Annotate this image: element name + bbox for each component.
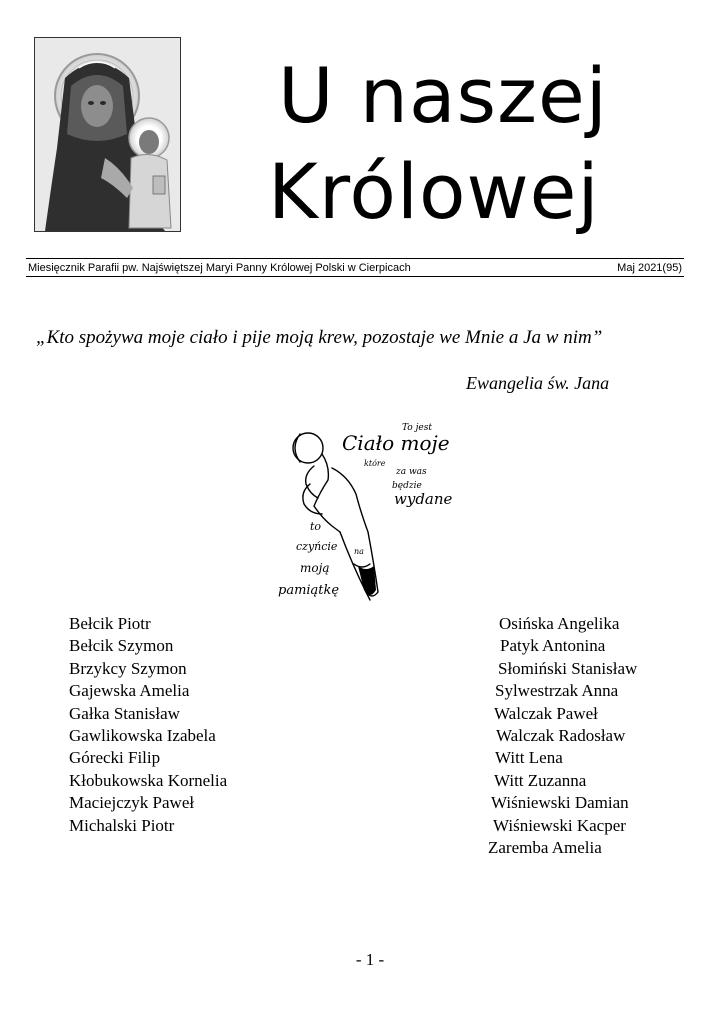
art-word: Ciało moje xyxy=(342,431,450,455)
hand-with-host-icon xyxy=(270,414,456,604)
list-item: Wiśniewski Kacper xyxy=(493,815,626,835)
names-list-right xyxy=(486,613,637,859)
art-word: które xyxy=(364,459,386,468)
masthead-title-line1: U naszej xyxy=(278,51,608,140)
list-item: Walczak Paweł xyxy=(494,703,598,723)
publication-info-line xyxy=(28,261,682,275)
header-rule-top xyxy=(26,258,684,259)
masthead-title xyxy=(268,48,688,240)
art-word: na xyxy=(354,547,364,556)
page-number: - 1 - xyxy=(355,950,385,969)
gospel-quote: „Kto spożywa moje ciało i pije moją krew, pozostaje we Mnie a Ja w nim” xyxy=(36,327,603,348)
list-item: Wiśniewski Damian xyxy=(491,793,629,813)
list-item: Witt Zuzanna xyxy=(494,770,587,790)
madonna-icon-image xyxy=(34,37,181,232)
art-word: będzie xyxy=(392,481,422,491)
black-madonna-icon xyxy=(35,38,180,231)
list-item: Kłobukowska Kornelia xyxy=(69,770,228,790)
list-item: Bełcik Szymon xyxy=(69,636,174,656)
art-word: czyńcie xyxy=(296,540,338,553)
list-item: Maciejczyk Paweł xyxy=(69,793,195,813)
publisher-text: Miesięcznik Parafii pw. Najświętszej Maryi Panny Królowej Polski w Cierpicach xyxy=(28,262,411,274)
list-item: Witt Lena xyxy=(495,748,563,768)
list-item: Gawlikowska Izabela xyxy=(69,726,216,746)
quote-source: Ewangelia św. Jana xyxy=(466,373,610,393)
list-item: Słomiński Stanisław xyxy=(498,658,638,678)
list-item: Bełcik Piotr xyxy=(69,614,151,633)
list-item: Osińska Angelika xyxy=(499,614,620,633)
issue-text: Maj 2021(95) xyxy=(617,262,682,274)
list-item: Sylwestrzak Anna xyxy=(495,681,619,701)
art-word: wydane xyxy=(394,490,453,508)
list-item: Brzykcy Szymon xyxy=(69,658,187,678)
art-word: moją xyxy=(300,561,330,575)
list-item: Gałka Stanisław xyxy=(69,703,180,723)
art-word: to xyxy=(310,520,322,533)
list-item: Zaremba Amelia xyxy=(488,838,602,858)
art-word: pamiątkę xyxy=(278,583,340,598)
list-item: Gajewska Amelia xyxy=(69,681,190,701)
list-item: Walczak Radosław xyxy=(496,726,626,746)
masthead-title-line2: Królowej xyxy=(268,147,600,236)
names-list-left xyxy=(69,613,227,837)
art-word: za was xyxy=(396,467,427,477)
list-item: Michalski Piotr xyxy=(69,815,175,835)
list-item: Patyk Antonina xyxy=(500,636,606,656)
header-rule-bottom xyxy=(26,276,684,277)
list-item: Górecki Filip xyxy=(69,748,161,768)
art-word: To jest xyxy=(402,423,432,433)
